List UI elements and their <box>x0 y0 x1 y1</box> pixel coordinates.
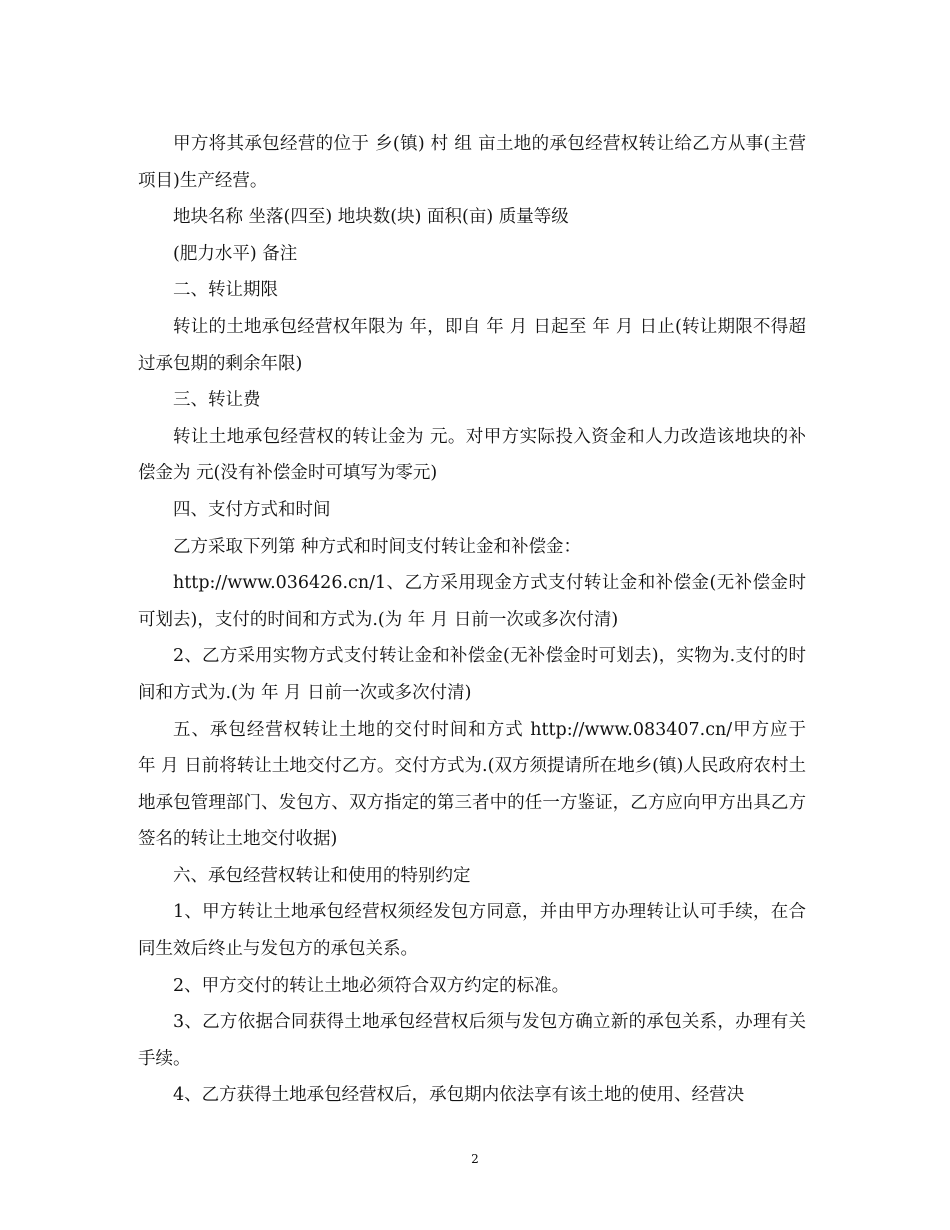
paragraph-special-term-4: 4、乙方获得土地承包经营权后，承包期内依法享有该土地的使用、经营决 <box>173 1085 745 1106</box>
document-body <box>138 126 806 1114</box>
section-heading-transfer-fee: 三、转让费 <box>173 390 261 411</box>
paragraph-special-term-1: 1、甲方转让土地承包经营权须经发包方同意，并由甲方办理转让认可手续，在合同生效后终止与发包方的承包关系。 <box>138 902 806 960</box>
paragraph-plot-columns: 地块名称 坐落(四至) 地块数(块) 面积(亩) 质量等级 <box>173 207 569 228</box>
section-heading-special-terms: 六、承包经营权转让和使用的特别约定 <box>173 865 471 886</box>
paragraph-in-kind-payment: 2、乙方采用实物方式支付转让金和补偿金(无补偿金时可划去)，实物为.支付的时间和方式为.(为 年 月 日前一次或多次付清) <box>138 646 806 703</box>
paragraph-delivery-terms: 五、承包经营权转让土地的交付时间和方式 http://www.083407.cn/甲方应于 年 月 日前将转让土地交付乙方。交付方式为.(双方须提请所在地乡(镇)人民政府农村土地承包管理部门、发包方、双方指定的第三者中的任一方鉴证，乙方应向甲方出具乙方签名的转让土地交付收据) <box>138 719 806 850</box>
paragraph-transfer-period: 转让的土地承包经营权年限为 年，即自 年 月 日起至 年 月 日止(转让期限不得超过承包期的剩余年限) <box>138 316 806 374</box>
page-number: 2 <box>471 1152 479 1166</box>
paragraph-cash-payment: http://www.036426.cn/1、乙方采用现金方式支付转让金和补偿金(无补偿金时可划去)，支付的时间和方式为.(为 年 月 日前一次或多次付清) <box>138 573 806 630</box>
paragraph-special-term-3: 3、乙方依据合同获得土地承包经营权后须与发包方确立新的承包关系，办理有关手续。 <box>138 1012 806 1069</box>
paragraph-land-description: 甲方将其承包经营的位于 乡(镇) 村 组 亩土地的承包经营权转让给乙方从事(主营项目)生产经营。 <box>138 134 806 191</box>
paragraph-plot-columns-continued: (肥力水平) 备注 <box>173 243 298 264</box>
paragraph-payment-method: 乙方采取下列第 种方式和时间支付转让金和补偿金： <box>173 536 582 557</box>
section-heading-transfer-period: 二、转让期限 <box>173 280 278 301</box>
paragraph-transfer-fee: 转让土地承包经营权的转让金为 元。对甲方实际投入资金和人力改造该地块的补偿金为 元(没有补偿金时可填写为零元) <box>138 426 806 484</box>
section-heading-payment: 四、支付方式和时间 <box>173 499 331 520</box>
paragraph-special-term-2: 2、甲方交付的转让土地必须符合双方约定的标准。 <box>173 975 570 996</box>
